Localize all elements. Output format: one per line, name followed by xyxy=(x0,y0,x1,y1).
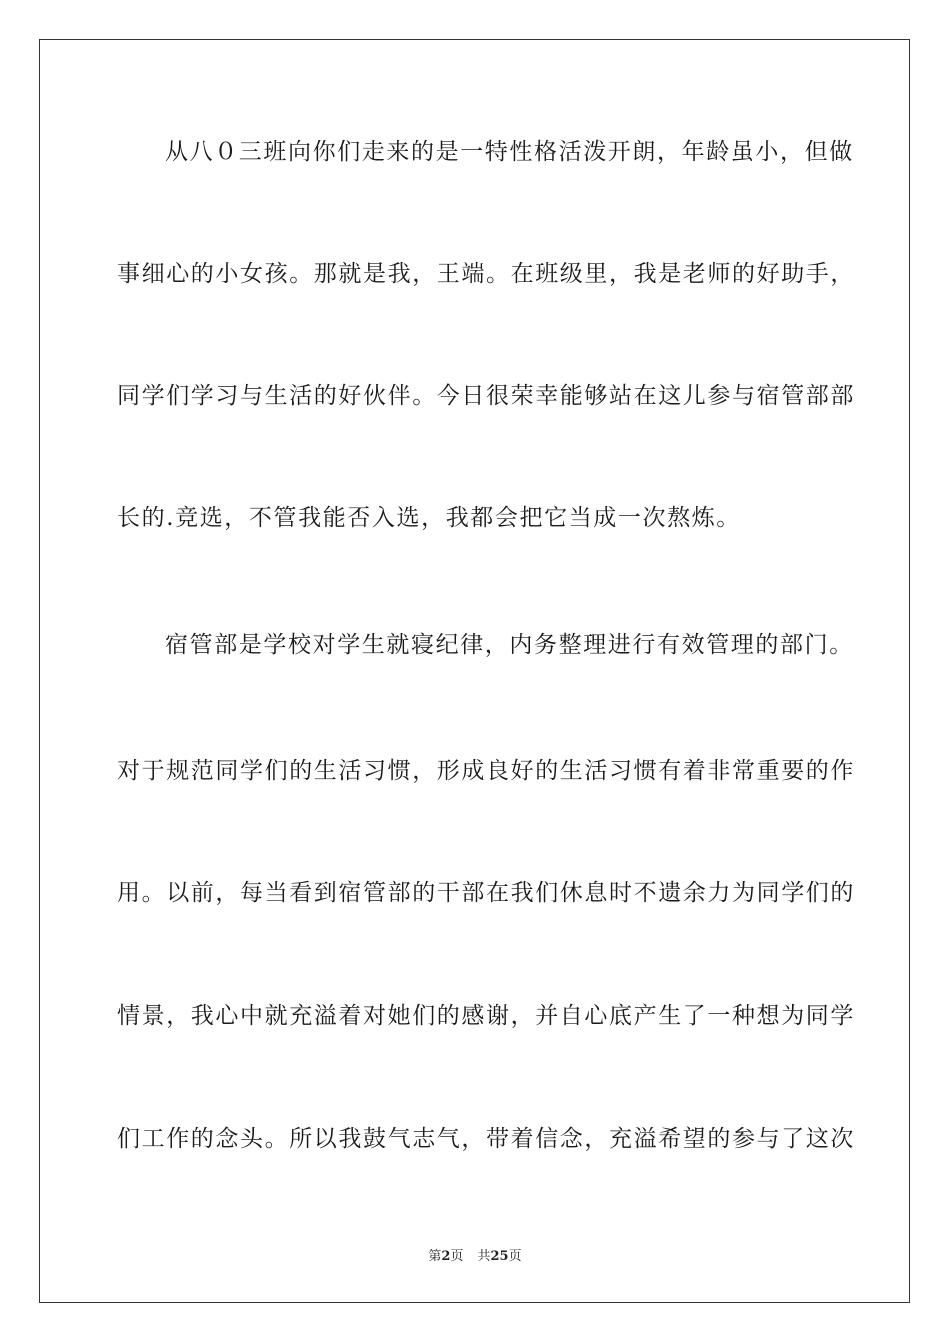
total-pages-number: 25 xyxy=(490,1249,509,1264)
paragraph-1-line-4: 长的.竞选，不管我能否入选，我都会把它当成一次熬炼。 xyxy=(117,505,741,531)
total-prefix: 共 xyxy=(477,1249,491,1264)
current-page-number: 2 xyxy=(441,1249,451,1264)
paragraph-2-line-4: 情景，我心中就充溢着对她们的感谢，并自心底产生了一种想为同学 xyxy=(117,1003,855,1029)
paragraph-1-line-2: 事细心的小女孩。那就是我，王端。在班级里，我是老师的好助手， xyxy=(117,261,855,287)
paragraph-2-line-1: 宿管部是学校对学生就寝纪律，内务整理进行有效管理的部门。 xyxy=(165,632,854,658)
paragraph-2-line-2: 对于规范同学们的生活习惯，形成良好的生活习惯有着非常重要的作 xyxy=(117,758,855,784)
page-suffix: 页 xyxy=(450,1249,464,1264)
paragraph-2-line-3: 用。以前，每当看到宿管部的干部在我们休息时不遗余力为同学们的 xyxy=(117,880,855,906)
total-suffix: 页 xyxy=(508,1249,522,1264)
paragraph-1-line-1: 从八０三班向你们走来的是一特性格活泼开朗，年龄虽小，但做 xyxy=(165,139,854,165)
paragraph-2-line-5: 们工作的念头。所以我鼓气志气，带着信念，充溢希望的参与了这次 xyxy=(117,1126,855,1152)
paragraph-1-line-3: 同学们学习与生活的好伙伴。今日很荣幸能够站在这儿参与宿管部部 xyxy=(117,383,855,409)
page-prefix: 第 xyxy=(428,1249,442,1264)
page-number-footer xyxy=(0,1248,950,1266)
page-border xyxy=(39,39,910,1303)
